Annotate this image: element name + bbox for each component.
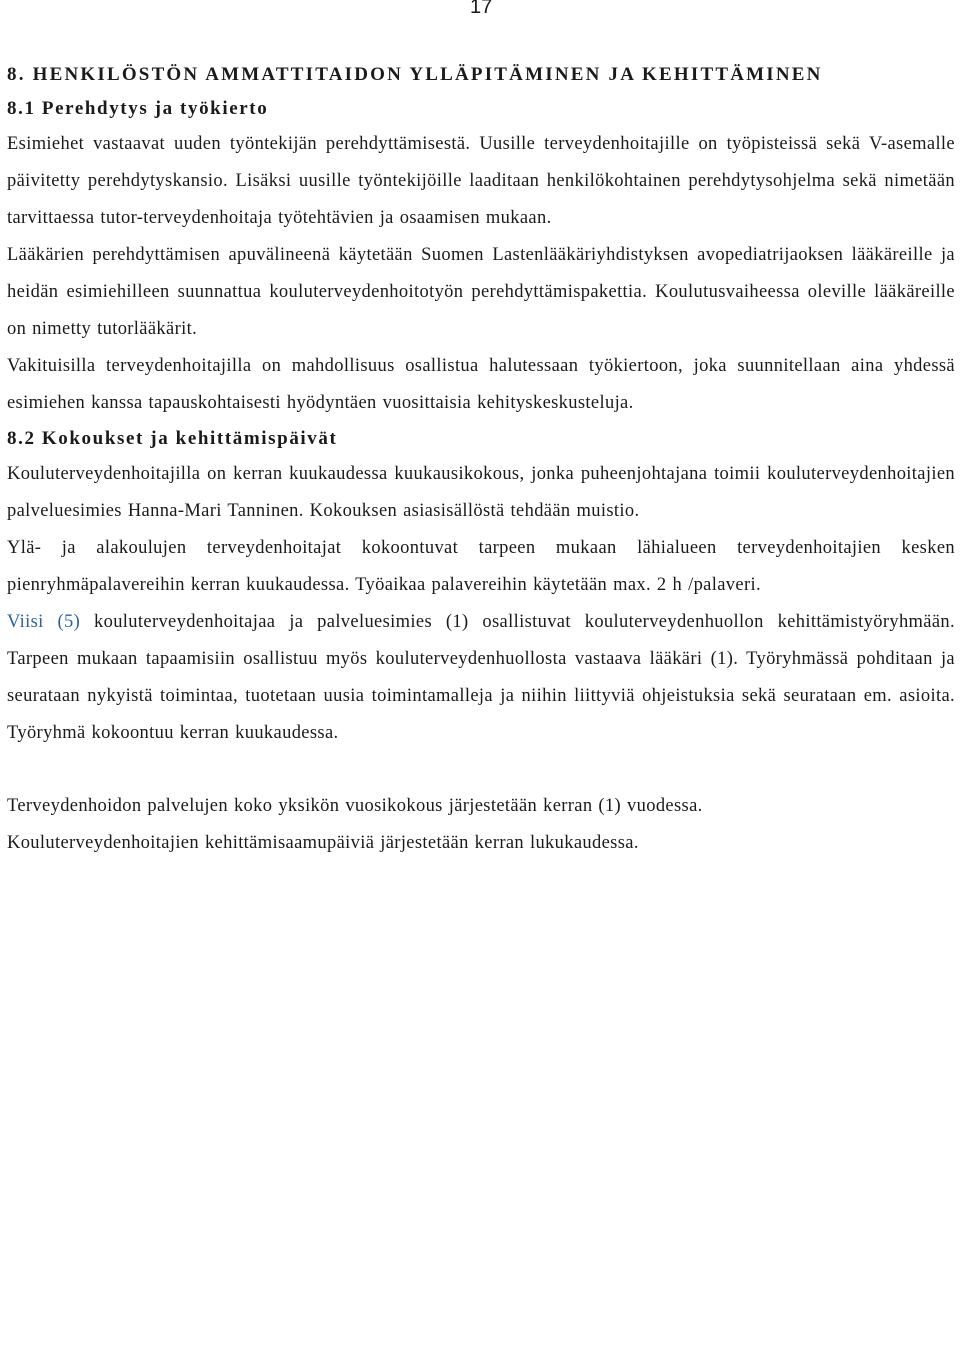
highlighted-count: Viisi (5) bbox=[7, 612, 81, 632]
paragraph-pienryhmapalaverit: Ylä- ja alakoulujen terveydenhoitajat kokoontuvat tarpeen mukaan lähialueen terveydenhoitajien kesken pienryhmäpalavereihin kerran kuukaudessa. Työaikaa palavereihin käytetään max. 2 h /palaveri. bbox=[7, 538, 955, 595]
closing-lines bbox=[7, 788, 955, 862]
section-heading-kokoukset: 8.2 Kokoukset ja kehittämispäivät bbox=[7, 428, 338, 449]
paragraph-perehdytys-esimiehet: Esimiehet vastaavat uuden työntekijän perehdyttämisestä. Uusille terveydenhoitajille on työpisteissä sekä V-asemalle päivitetty perehdytyskansio. Lisäksi uusille työntekijöille laaditaan henkilökohtainen perehdytysohjelma sekä nimetään tarvittaessa tutor-terveydenhoitaja työtehtävien ja osaamisen mukaan. bbox=[7, 134, 955, 228]
paragraph-tyokierto: Vakituisilla terveydenhoitajilla on mahdollisuus osallistua halutessaan työkiertoon, joka suunnitellaan aina yhdessä esimiehen kanssa tapauskohtaisesti hyödyntäen vuosittaisia kehityskeskusteluja. bbox=[7, 356, 955, 413]
section-heading-perehdytys: 8.1 Perehdytys ja työkierto bbox=[7, 98, 269, 119]
paragraph-kehittamisaamupaivat: Kouluterveydenhoitajien kehittämisaamupäiviä järjestetään kerran lukukaudessa. bbox=[7, 833, 639, 853]
paragraph-perehdytys-laakarit: Lääkärien perehdyttämisen apuvälineenä käytetään Suomen Lastenlääkäriyhdistyksen avopediatrijaoksen lääkäreille ja heidän esimiehilleen suunnattua kouluterveydenhoitotyön perehdyttämispakettia. Koulutusvaiheessa oleville lääkäreille on nimetty tutorlääkärit. bbox=[7, 245, 955, 339]
chapter-heading: 8. HENKILÖSTÖN AMMATTITAIDON YLLÄPITÄMINEN JA KEHITTÄMINEN bbox=[7, 64, 823, 85]
page-number: 17 bbox=[470, 0, 493, 18]
paragraph-kehittamistyoryhma bbox=[7, 604, 955, 752]
paragraph-kuukausikokous: Kouluterveydenhoitajilla on kerran kuukaudessa kuukausikokous, jonka puheenjohtajana toimii kouluterveydenhoitajien palveluesimies Hanna-Mari Tanninen. Kokouksen asiasisällöstä tehdään muistio. bbox=[7, 464, 955, 521]
document-body bbox=[7, 58, 955, 862]
paragraph-kehittamistyoryhma-text: kouluterveydenhoitajaa ja palveluesimies (1) osallistuvat kouluterveydenhuollon kehittämistyöryhmään. Tarpeen mukaan tapaamisiin osallistuu myös kouluterveydenhuollosta vastaava lääkäri (1). Työryhmässä pohditaan ja seurataan nykyistä toimintaa, tuotetaan uusia toimintamalleja ja niihin liittyviä ohjeistuksia sekä seurataan em. asioita. Työryhmä kokoontuu kerran kuukaudessa. bbox=[7, 612, 955, 743]
paragraph-vuosikokous: Terveydenhoidon palvelujen koko yksikön vuosikokous järjestetään kerran (1) vuodessa. bbox=[7, 796, 703, 816]
